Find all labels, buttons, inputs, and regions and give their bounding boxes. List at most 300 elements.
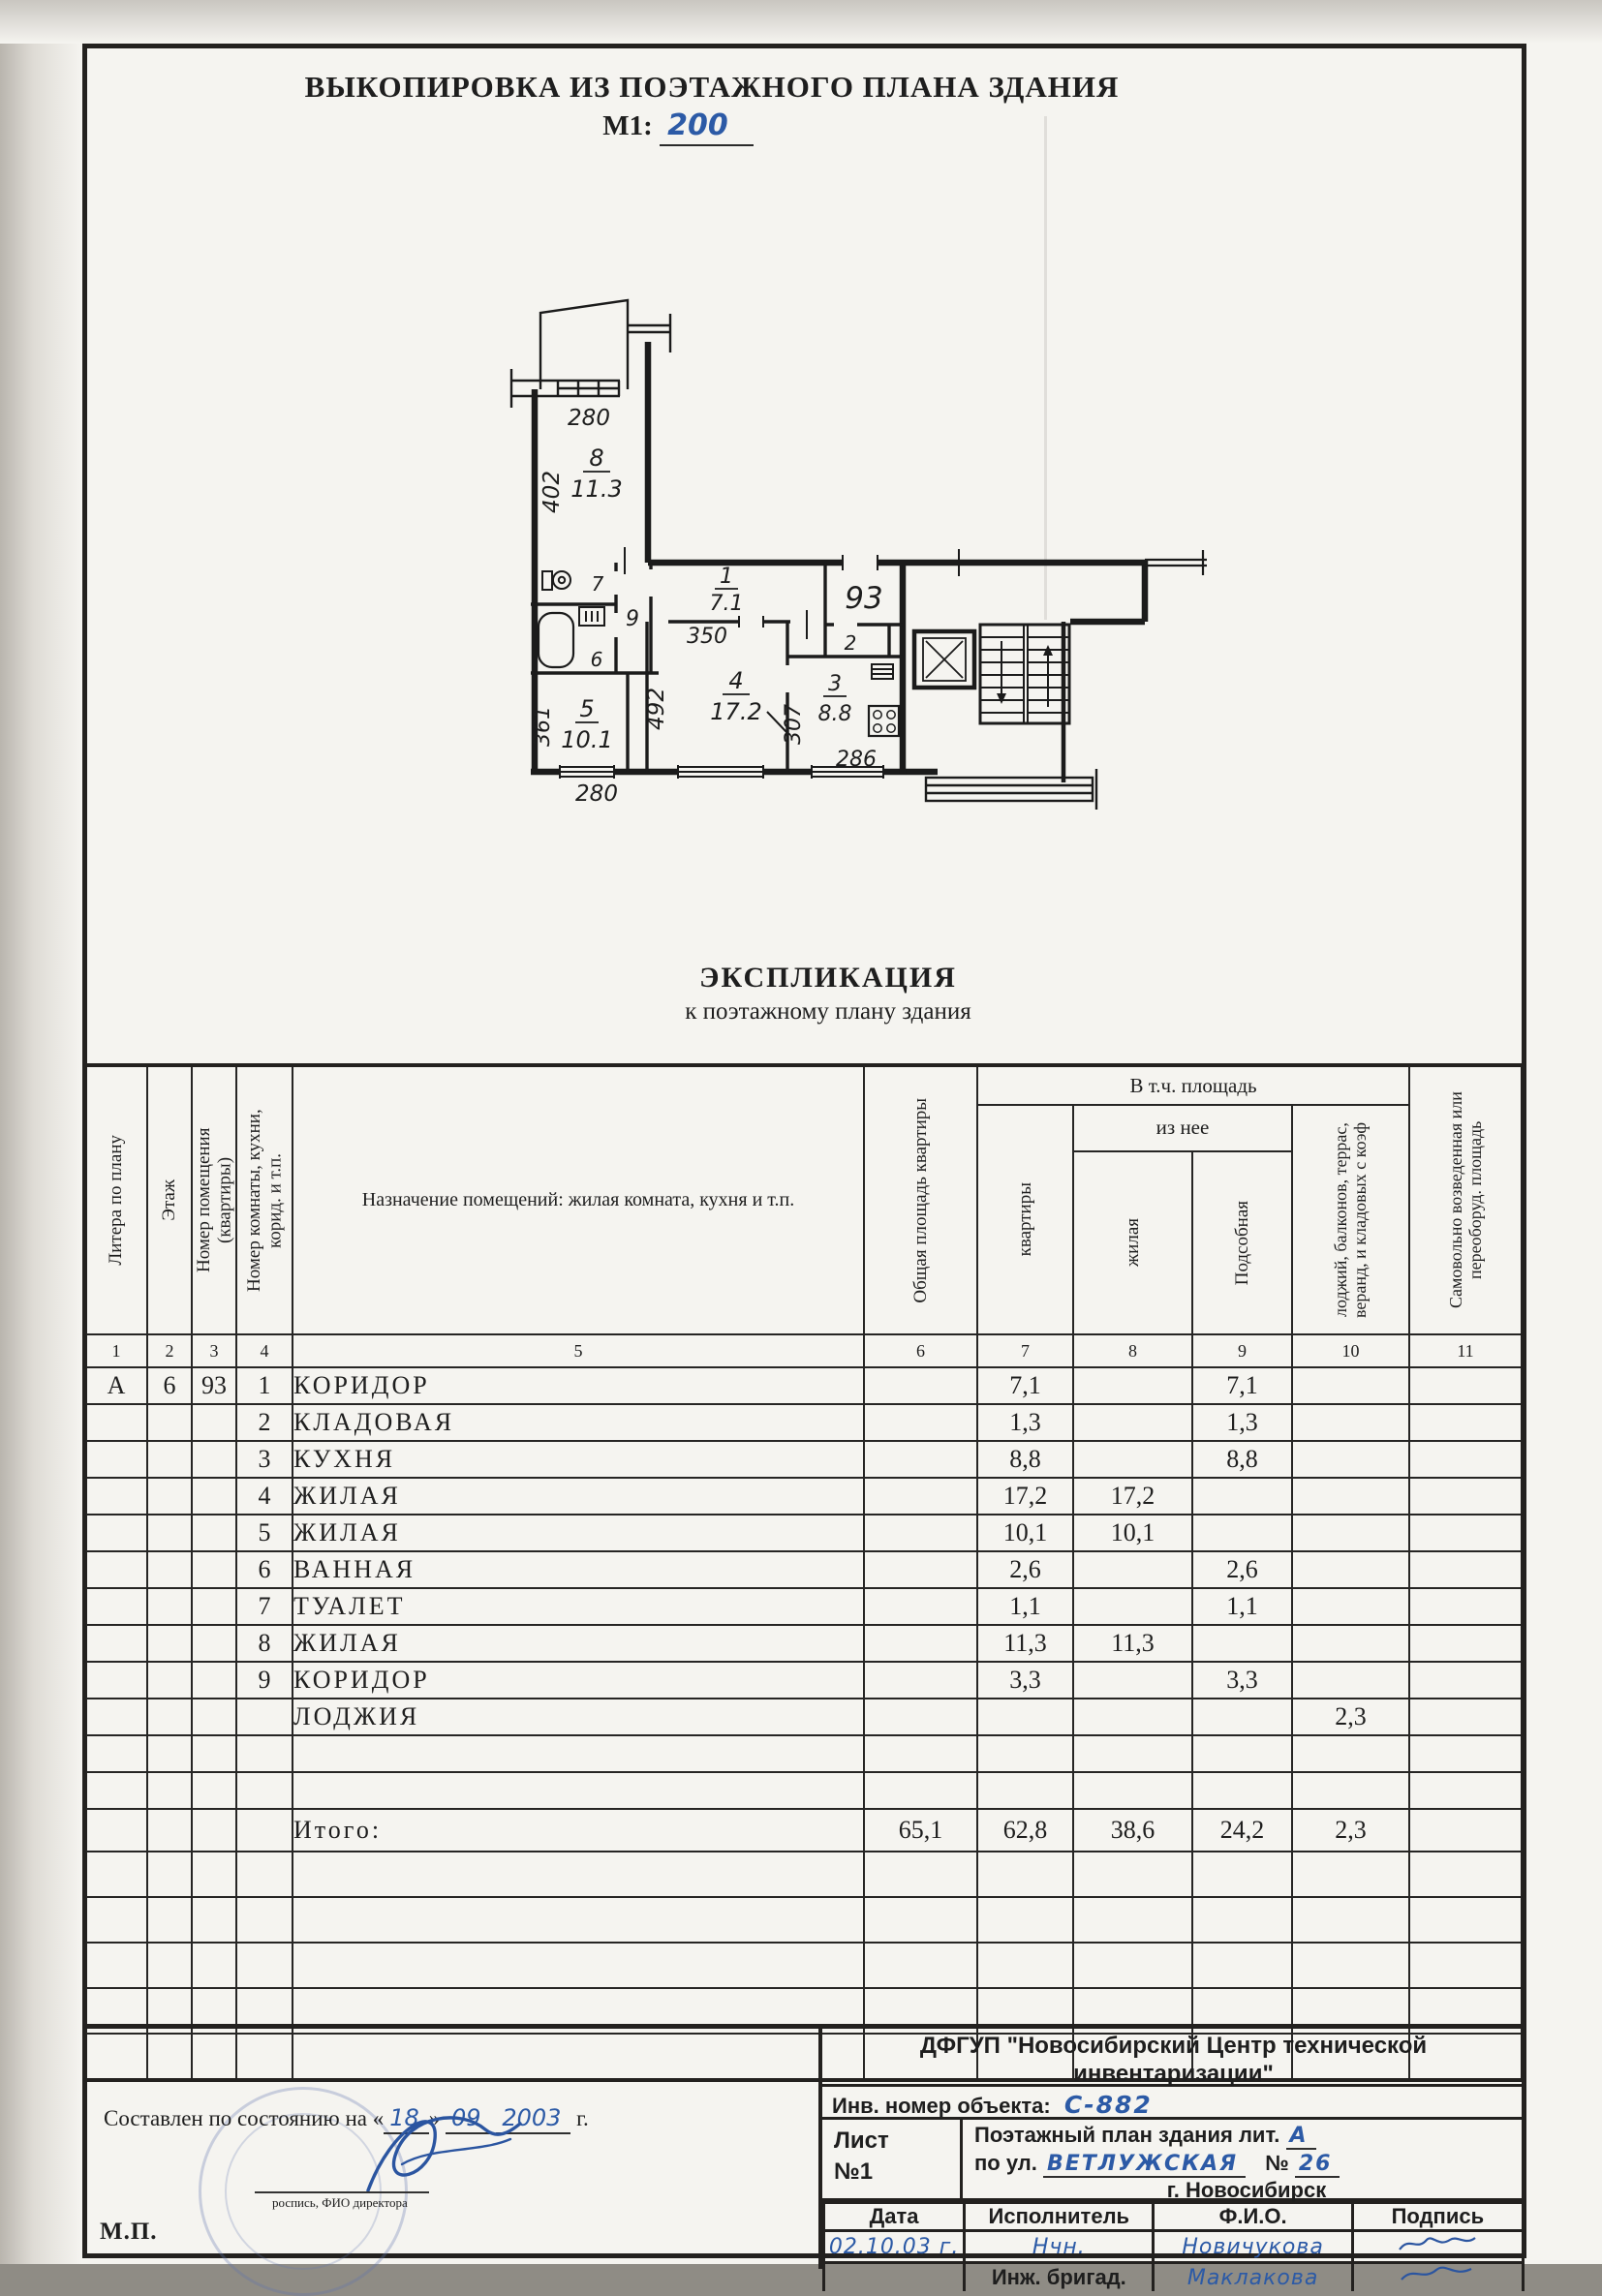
table-row <box>84 1588 1523 1625</box>
column-number: 10 <box>1292 1334 1409 1367</box>
value-cell <box>1292 1515 1409 1551</box>
value-cell <box>864 1943 977 1988</box>
table-row <box>84 1478 1523 1515</box>
value-cell: 2,6 <box>977 1551 1073 1588</box>
value-cell <box>1192 1735 1292 1772</box>
value-cell <box>1409 1478 1523 1515</box>
value-cell: 2,3 <box>1292 1809 1409 1852</box>
value-cell <box>147 1404 192 1441</box>
room-name-cell: Итого: <box>293 1809 864 1852</box>
value-cell <box>192 1551 236 1588</box>
org-line-2: инвентаризации" <box>1073 2060 1274 2087</box>
sheet-and-address-row <box>822 2120 1525 2201</box>
value-cell <box>192 1735 236 1772</box>
col-header-lodzhiy: лоджий, балконов, террас, веранд, и кладовых с коэф <box>1292 1105 1409 1334</box>
value-cell <box>864 1367 977 1404</box>
value-cell <box>977 1852 1073 1897</box>
value-cell <box>236 1852 293 1897</box>
table-row <box>84 1852 1523 1897</box>
room-5-area: 10.1 <box>561 726 613 753</box>
inventory-number-row <box>822 2087 1525 2120</box>
value-cell <box>864 1515 977 1551</box>
value-cell <box>192 1404 236 1441</box>
value-cell <box>147 1588 192 1625</box>
column-number: 11 <box>1409 1334 1523 1367</box>
value-cell <box>192 1588 236 1625</box>
value-cell: 62,8 <box>977 1809 1073 1852</box>
table-row <box>84 1441 1523 1478</box>
value-cell <box>1409 1809 1523 1852</box>
value-cell <box>1292 1943 1409 1988</box>
footer-left-block <box>82 2024 818 2253</box>
value-cell <box>1292 1662 1409 1699</box>
table-row <box>84 1515 1523 1551</box>
value-cell <box>1073 1404 1192 1441</box>
executor-signature-icon <box>1394 2232 1481 2255</box>
room-8-area: 11.3 <box>570 475 623 503</box>
value-cell <box>1192 1625 1292 1662</box>
value-cell: 2,3 <box>1292 1699 1409 1735</box>
room-8-number: 8 <box>589 444 604 472</box>
value-cell: 1,3 <box>1192 1404 1292 1441</box>
room-6-number: 6 <box>590 648 603 671</box>
table-row <box>84 1897 1523 1943</box>
value-cell <box>1292 1441 1409 1478</box>
value-cell <box>1192 1478 1292 1515</box>
value-cell: 1,3 <box>977 1404 1073 1441</box>
value-cell: 11,3 <box>1073 1625 1192 1662</box>
value-cell <box>192 1515 236 1551</box>
col-header-zhilaya: жилая <box>1073 1151 1192 1334</box>
value-cell: 3 <box>236 1441 293 1478</box>
room-3-number: 3 <box>828 672 842 696</box>
th-executor: Исполнитель <box>965 2203 1154 2231</box>
value-cell <box>1409 1551 1523 1588</box>
value-cell <box>147 1772 192 1809</box>
sheet-label: Лист <box>834 2128 889 2154</box>
room-name-cell: ЖИЛАЯ <box>293 1625 864 1662</box>
th-fio: Ф.И.О. <box>1154 2203 1352 2231</box>
value-cell: 38,6 <box>1073 1809 1192 1852</box>
band-iznee: из нее <box>1073 1105 1292 1151</box>
value-cell <box>236 1943 293 1988</box>
column-number: 3 <box>192 1334 236 1367</box>
scale-label: М1: <box>602 110 653 141</box>
value-cell <box>864 1441 977 1478</box>
stairs-icon <box>980 625 1069 723</box>
value-cell: 3,3 <box>977 1662 1073 1699</box>
value-cell <box>84 1478 147 1515</box>
value-cell <box>864 1699 977 1735</box>
value-cell <box>192 1809 236 1852</box>
value-cell <box>1409 1625 1523 1662</box>
col-header-apt-number: Номер помещения (квартиры) <box>192 1065 236 1334</box>
value-cell <box>147 1625 192 1662</box>
scale-value: 200 <box>660 108 754 146</box>
column-number: 4 <box>236 1334 293 1367</box>
value-cell <box>236 1772 293 1809</box>
street-label: по ул. <box>974 2150 1037 2175</box>
col-header-litera: Литера по плану <box>84 1065 147 1334</box>
value-cell <box>1292 1478 1409 1515</box>
value-cell <box>236 1699 293 1735</box>
value-cell <box>864 1897 977 1943</box>
quote-close: » <box>428 2106 441 2130</box>
th-date: Дата <box>824 2203 965 2231</box>
value-cell <box>1192 1699 1292 1735</box>
bathtub-icon <box>539 613 573 667</box>
table-row <box>84 1551 1523 1588</box>
column-number: 8 <box>1073 1334 1192 1367</box>
signature-caption: роспись, ФИО директора <box>272 2195 408 2210</box>
sheet-cell <box>822 2120 963 2198</box>
col-header-total-area: Общая площадь квартиры <box>864 1065 977 1334</box>
value-cell <box>864 1588 977 1625</box>
inventory-value: С-882 <box>1063 2091 1153 2119</box>
value-cell <box>1073 1588 1192 1625</box>
value-cell: 9 <box>236 1662 293 1699</box>
value-cell <box>1409 1404 1523 1441</box>
room-name-cell: КЛАДОВАЯ <box>293 1404 864 1441</box>
value-cell <box>1073 1662 1192 1699</box>
executor-signature <box>1352 2231 1523 2263</box>
value-cell <box>1292 1588 1409 1625</box>
value-cell <box>1073 1551 1192 1588</box>
executors-table <box>822 2201 1525 2291</box>
value-cell <box>1409 1662 1523 1699</box>
explication-title: ЭКСПЛИКАЦИЯ <box>699 962 957 994</box>
value-cell <box>1292 1404 1409 1441</box>
value-cell <box>147 1515 192 1551</box>
value-cell <box>864 1772 977 1809</box>
value-cell <box>1192 1852 1292 1897</box>
value-cell <box>192 1897 236 1943</box>
apartment-number: 93 <box>845 581 883 616</box>
column-number: 7 <box>977 1334 1073 1367</box>
value-cell <box>1409 1367 1523 1404</box>
value-cell <box>236 1735 293 1772</box>
value-cell: 3,3 <box>1192 1662 1292 1699</box>
room-7-number: 7 <box>591 572 604 596</box>
value-cell <box>1073 1772 1192 1809</box>
room-name-cell: ТУАЛЕТ <box>293 1588 864 1625</box>
value-cell <box>84 1551 147 1588</box>
explication-table <box>82 1063 1525 2082</box>
value-cell <box>1192 1943 1292 1988</box>
value-cell <box>1409 1515 1523 1551</box>
value-cell: 93 <box>192 1367 236 1404</box>
table-row <box>84 1943 1523 1988</box>
floor-plan <box>504 184 1211 813</box>
th-signature: Подпись <box>1352 2203 1523 2231</box>
value-cell <box>1073 1852 1192 1897</box>
col-header-podsobnaya: Подсобная <box>1192 1151 1292 1334</box>
room-name-cell: ЛОДЖИЯ <box>293 1699 864 1735</box>
room-5-number: 5 <box>579 695 595 722</box>
value-cell <box>84 1625 147 1662</box>
value-cell <box>84 1897 147 1943</box>
toilet-icon <box>542 571 570 590</box>
dim-361: 361 <box>531 706 555 747</box>
value-cell <box>864 1662 977 1699</box>
room-name-cell: ЖИЛАЯ <box>293 1515 864 1551</box>
value-cell <box>147 1735 192 1772</box>
value-cell: 8 <box>236 1625 293 1662</box>
document-title: ВЫКОПИРОВКА ИЗ ПОЭТАЖНОГО ПЛАНА ЗДАНИЯ <box>304 70 1120 104</box>
value-cell <box>84 1943 147 1988</box>
table-row <box>84 1625 1523 1662</box>
value-cell: 2,6 <box>1192 1551 1292 1588</box>
value-cell <box>84 1809 147 1852</box>
value-cell <box>236 1897 293 1943</box>
entrance-platform <box>926 769 1096 810</box>
value-cell <box>864 1852 977 1897</box>
house-no-value: 26 <box>1295 2152 1340 2178</box>
value-cell <box>147 1662 192 1699</box>
value-cell <box>977 1772 1073 1809</box>
room-3-area: 8.8 <box>817 702 852 726</box>
room-name-cell <box>293 1772 864 1809</box>
value-cell: 5 <box>236 1515 293 1551</box>
room-name-cell <box>293 1943 864 1988</box>
value-cell <box>1409 1441 1523 1478</box>
value-cell <box>84 1404 147 1441</box>
organization-name <box>822 2029 1525 2087</box>
value-cell <box>864 1735 977 1772</box>
value-cell <box>1292 1735 1409 1772</box>
house-no-label: № <box>1265 2150 1289 2175</box>
value-cell <box>1409 1943 1523 1988</box>
org-line-1: ДФГУП "Новосибирский Центр технической <box>919 2033 1428 2059</box>
value-cell <box>864 1551 977 1588</box>
dim-286: 286 <box>836 748 877 772</box>
executor-date: 02.10.03 г. <box>824 2231 965 2263</box>
room-name-cell: КОРИДОР <box>293 1662 864 1699</box>
brigade-engineer-label: Инж. бригад. <box>965 2263 1154 2292</box>
value-cell <box>1409 1772 1523 1809</box>
value-cell <box>84 1515 147 1551</box>
value-cell <box>84 1852 147 1897</box>
value-cell <box>1409 1588 1523 1625</box>
room-1-area: 7.1 <box>709 592 744 616</box>
value-cell: 11,3 <box>977 1625 1073 1662</box>
table-row <box>84 1735 1523 1772</box>
value-cell: 10,1 <box>977 1515 1073 1551</box>
value-cell <box>236 1809 293 1852</box>
value-cell: 65,1 <box>864 1809 977 1852</box>
value-cell <box>1073 1897 1192 1943</box>
value-cell: 17,2 <box>977 1478 1073 1515</box>
value-cell <box>84 1735 147 1772</box>
room-4-number: 4 <box>728 667 744 694</box>
value-cell <box>1073 1699 1192 1735</box>
value-cell: А <box>84 1367 147 1404</box>
room-1-number: 1 <box>720 565 733 589</box>
value-cell <box>192 1699 236 1735</box>
value-cell: 7,1 <box>1192 1367 1292 1404</box>
sheet-number: №1 <box>834 2158 874 2186</box>
dim-280-top: 280 <box>568 406 610 431</box>
value-cell <box>192 1625 236 1662</box>
value-cell: 8,8 <box>1192 1441 1292 1478</box>
stove-icon <box>869 706 899 736</box>
table-row <box>84 1404 1523 1441</box>
value-cell <box>1073 1367 1192 1404</box>
kitchen-fixture-icon <box>872 664 893 679</box>
value-cell <box>1073 1943 1192 1988</box>
value-cell <box>147 1943 192 1988</box>
value-cell <box>1409 1852 1523 1897</box>
elevator-icon <box>914 631 974 688</box>
column-number-row <box>84 1334 1523 1367</box>
value-cell: 4 <box>236 1478 293 1515</box>
value-cell <box>1292 1367 1409 1404</box>
value-cell <box>192 1772 236 1809</box>
compiled-month: 09 <box>446 2104 491 2134</box>
value-cell: 6 <box>147 1367 192 1404</box>
plan-label: Поэтажный план здания лит. <box>974 2123 1280 2147</box>
value-cell <box>84 1441 147 1478</box>
col-header-purpose: Назначение помещений: жилая комната, кухня и т.п. <box>293 1065 864 1334</box>
value-cell <box>192 1662 236 1699</box>
column-number: 9 <box>1192 1334 1292 1367</box>
room-2-number: 2 <box>844 631 857 655</box>
value-cell <box>147 1897 192 1943</box>
table-row <box>84 1367 1523 1404</box>
value-cell: 6 <box>236 1551 293 1588</box>
value-cell <box>1409 1699 1523 1735</box>
value-cell <box>147 1441 192 1478</box>
brigade-signature-icon <box>1394 2264 1481 2285</box>
compiled-day: 18 <box>384 2104 429 2134</box>
value-cell <box>864 1625 977 1662</box>
plan-litera: А <box>1286 2124 1316 2150</box>
signature-line <box>255 2191 429 2193</box>
value-cell: 1 <box>236 1367 293 1404</box>
value-cell <box>977 1943 1073 1988</box>
column-number: 2 <box>147 1334 192 1367</box>
compiled-year: 2003 <box>496 2104 570 2134</box>
value-cell <box>147 1699 192 1735</box>
value-cell <box>977 1699 1073 1735</box>
value-cell <box>147 1551 192 1588</box>
executor-name: Новичукова <box>1154 2231 1352 2263</box>
value-cell <box>84 1662 147 1699</box>
value-cell <box>1192 1515 1292 1551</box>
value-cell <box>864 1404 977 1441</box>
column-number: 5 <box>293 1334 864 1367</box>
value-cell <box>192 1441 236 1478</box>
room-name-cell <box>293 1852 864 1897</box>
value-cell <box>1409 1897 1523 1943</box>
value-cell <box>192 1943 236 1988</box>
value-cell <box>1292 1625 1409 1662</box>
col-header-etazh: Этаж <box>147 1065 192 1334</box>
col-header-room-number: Номер комнаты, кухни, корид. и т.п. <box>236 1065 293 1334</box>
value-cell <box>84 1588 147 1625</box>
sink-icon <box>579 607 604 626</box>
value-cell <box>1292 1897 1409 1943</box>
inventory-label: Инв. номер объекта: <box>832 2094 1051 2118</box>
dim-402: 402 <box>539 471 565 513</box>
value-cell <box>1292 1772 1409 1809</box>
value-cell <box>977 1897 1073 1943</box>
windows <box>560 764 883 780</box>
neighbor-wall-cut <box>1145 550 1207 575</box>
value-cell <box>1073 1441 1192 1478</box>
dim-280-bottom: 280 <box>575 781 618 807</box>
brigade-engineer-signature <box>1352 2263 1523 2292</box>
value-cell: 24,2 <box>1192 1809 1292 1852</box>
value-cell <box>84 1699 147 1735</box>
value-cell: 8,8 <box>977 1441 1073 1478</box>
table-row <box>84 1699 1523 1735</box>
value-cell: 1,1 <box>977 1588 1073 1625</box>
room-9-number: 9 <box>626 607 639 631</box>
year-suffix: г. <box>576 2106 589 2130</box>
value-cell <box>1292 1852 1409 1897</box>
col-header-kvartiry: квартиры <box>977 1105 1073 1334</box>
table-row <box>84 1772 1523 1809</box>
city-label: г. Новосибирск <box>1166 2178 1327 2202</box>
scale-line <box>82 108 1274 142</box>
address-cell <box>963 2120 1525 2202</box>
band-incl-area: В т.ч. площадь <box>977 1065 1409 1105</box>
dim-307: 307 <box>782 704 806 745</box>
value-cell <box>147 1852 192 1897</box>
value-cell <box>977 1735 1073 1772</box>
value-cell <box>192 1852 236 1897</box>
column-number: 1 <box>84 1334 147 1367</box>
value-cell <box>1192 1897 1292 1943</box>
col-header-unauthorized: Самовольно возведенная или переоборуд. площадь <box>1409 1065 1523 1334</box>
value-cell <box>147 1809 192 1852</box>
compiled-label: Составлен по состоянию на « <box>104 2106 385 2130</box>
room-name-cell: ВАННАЯ <box>293 1551 864 1588</box>
value-cell: 10,1 <box>1073 1515 1192 1551</box>
value-cell <box>864 1478 977 1515</box>
footer-right-block <box>818 2024 1525 2290</box>
room-4-area: 17.2 <box>710 698 762 725</box>
table-row <box>84 1662 1523 1699</box>
empty-date-cell <box>824 2263 965 2292</box>
room-name-cell: ЖИЛАЯ <box>293 1478 864 1515</box>
value-cell: 2 <box>236 1404 293 1441</box>
stamp-place-label: М.П. <box>100 2219 158 2245</box>
brigade-engineer-name: Маклакова <box>1154 2263 1352 2292</box>
dim-492: 492 <box>644 688 669 730</box>
value-cell <box>84 1772 147 1809</box>
column-number: 6 <box>864 1334 977 1367</box>
room-name-cell <box>293 1897 864 1943</box>
value-cell: 7,1 <box>977 1367 1073 1404</box>
table-row <box>84 1809 1523 1852</box>
room-name-cell: КУХНЯ <box>293 1441 864 1478</box>
dim-350: 350 <box>687 625 727 649</box>
executor-role: Нчн. <box>965 2231 1154 2263</box>
room-name-cell: КОРИДОР <box>293 1367 864 1404</box>
value-cell <box>1409 1735 1523 1772</box>
value-cell <box>1073 1735 1192 1772</box>
value-cell: 7 <box>236 1588 293 1625</box>
explication-subtitle: к поэтажному плану здания <box>685 998 971 1025</box>
value-cell <box>1192 1772 1292 1809</box>
room-name-cell <box>293 1735 864 1772</box>
value-cell: 1,1 <box>1192 1588 1292 1625</box>
value-cell <box>192 1478 236 1515</box>
value-cell <box>1292 1551 1409 1588</box>
value-cell: 17,2 <box>1073 1478 1192 1515</box>
